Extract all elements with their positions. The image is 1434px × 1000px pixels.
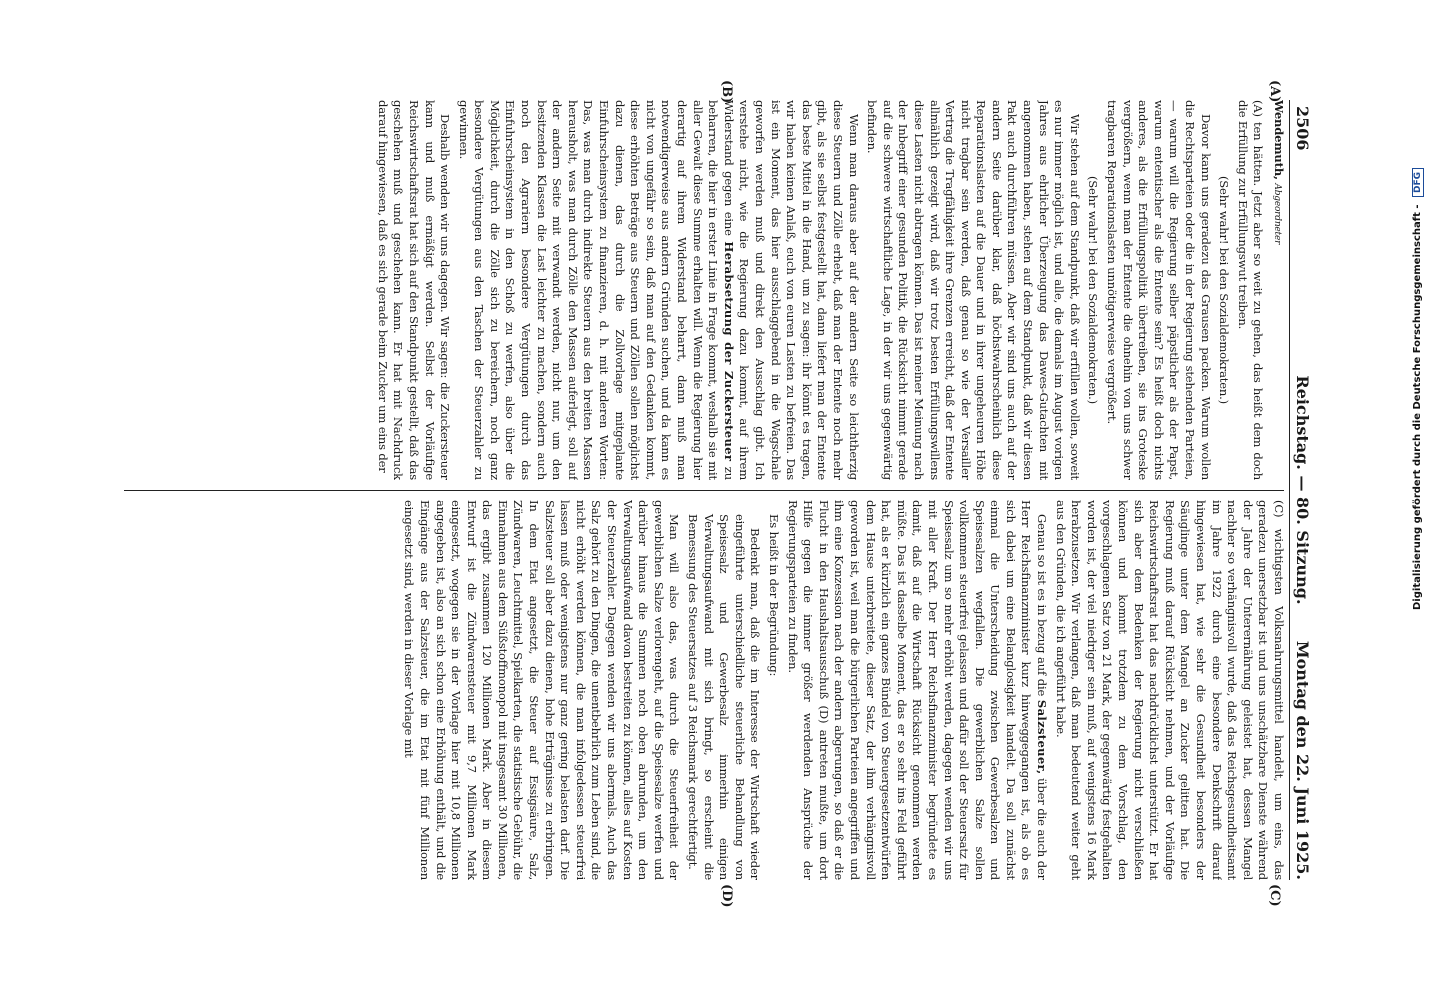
- right-column: [120, 500, 1286, 880]
- margin-marker-c: (C): [1267, 884, 1282, 907]
- margin-marker-d: (D): [719, 884, 734, 908]
- digitization-text: Digitalisierung gefördert durch die Deutsche Forschungsgemeinschaft -: [1412, 204, 1423, 610]
- speaker-role: Abgeordneter: [1272, 183, 1282, 245]
- paragraph: (C) wichtigsten Volksnahrungsmittel handelt, um eins, das geradezu unersetzbar ist und uns unschätzbare Dienste während der Jahre der Unterernährung geleistet hat, dessen Mangel nachher so verhängnisvoll wurde, daß das Reichsgesundheitsamt im Jahre 1922 durch eine besondere Denkschrift darauf hingewiesen hat, wie sehr die Gesundheit besonders der Säuglinge unter dem Mangel an Zucker gelitten hat. Die Regierung muß darauf Rücksicht nehmen, und der Vorläufige Reichswirtschaftsrat hat das nachdrücklichst unterstützt. Er hat sich aber dem Bedenken der Regierung nicht verschließen können und kommt trotzdem zu dem Vorschlag, den vorgeschlagenen Satz von 21 Mark, der gegenwärtig festgehalten worden ist, der viel niedriger sein muß, auf wenigstens 16 Mark herabzusetzen. Wir verlangen, daß man bedeutend weiter geht aus den Gründen, die ich angeführt habe.: [1053, 500, 1286, 880]
- interjection: (Sehr wahr! bei den Sozialdemokraten.): [1086, 175, 1101, 404]
- paragraph: (A) ten hätten. Jetzt aber so weit zu gehen, das heißt dem doch die Erfüllung zur Erfüllungswut treiben.: [1235, 100, 1266, 480]
- paragraph-text: Genau so ist es in bezug auf die: [1035, 514, 1050, 697]
- emphasis: Herabsetzung der Zuckersteuer: [721, 241, 736, 462]
- paragraph-text: zu beharren, die hier in erster Linie in Frage kommt, weshalb sie mit aller Gewalt diese Summe erhalten will. Wenn die Regierung hier derartig auf ihrem Widerstand beharrt, dann muß man notwendigerweise aus andern Gründen suchen, und da kann es nicht von ungefähr so sein, daß man auf den Gedanken kommt, diese erhöhten Beträge aus Steuern und Zöllen sollen möglichst dazu dienen, das durch die Zollvorlage mitgeplante Einfuhrscheinsystem zu finanzieren, d. h. mit anderen Worten: Das, was man durch indirekte Steuern aus den breiten Massen herausholt, was man durch Zölle den Massen auferlegt, soll auf der andern Seite mit verwandt werden, nicht nur, um den besitzenden Klassen die Last leichter zu machen, sondern auch noch den Agrariern besondere Vergütungen durch das Einfuhrscheinsystem in den Schoß zu werfen, also über die Möglichkeit, durch die Zölle sich zu bereichern, noch ganz besondere Vergütungen aus den Taschen der Steuerzahler zu gewinnen.: [456, 100, 736, 480]
- column-rule: [124, 490, 1284, 491]
- speaker-line: [1268, 100, 1286, 480]
- paragraph-text: über die auch der Herr Reichsfinanzminister kurz hinweggegangen ist, als ob es sich dabei um eine Belanglosigkeit handelt. Da soll zunächst einmal die Unterscheidung zwischen Gewerbesalzen und Speisesalzen wegfallen. Die gewerblichen Salze sollen vollkommen steuerfrei gelassen und dafür soll der Steuersatz für Speisesalz um so mehr erhöht werden, dagegen wenden wir uns mit aller Kraft. Der Herr Reichsfinanzminister begründete es damit, daß auf die Wirtschaft Rücksicht genommen werden müßte. Das ist dasselbe Moment, das er so sehr ins Feld geführt hat, als er kürzlich ein ganzes Bündel von Steuergesetzentwürfen dem Hause unterbreitete, dieser Satz, der ihm verhängnisvoll geworden ist, weil man die bürgerlichen Parteien angegriffen und ihm eine Konzession nach der andern abgerungen, so daß er die Flucht in den Haushaltsausschuß (D) antreten mußte, um dort Hilfe gegen die immer größer werdenden Ansprüche der Regierungsparteien zu finden.: [785, 500, 1050, 880]
- paragraph: Wir stehen auf dem Standpunkt, daß wir erfüllen wollen, soweit es nur immer möglich ist, und alle, die damals im August vorigen Jahres aus ehrlicher Überzeugung das Dawes-Gutachten mit angenommen haben, stehen auf dem Standpunkt, daß wir diesen Pakt auch durchführen müssen. Aber wir sind uns auch auf der andern Seite darüber klar, daß höchstwahrscheinlich diese Reparationslasten auf die Dauer und in ihrer ungeheuren Höhe nicht tragbar sein werden, daß genau so wie der Versailler Vertrag die Tragfähigkeit ihre Grenzen erreicht, daß der Entente allmählich gezeigt wird, daß wir trotz besten Erfüllungswillens diese Lasten nicht abtragen können. Das ist meiner Meinung nach der Inbegriff einer gesunden Politik, die Rücksicht nimmt gerade auf die schwere wirtschaftliche Lage, in der wir uns gegenwärtig befinden.: [865, 100, 1082, 480]
- paragraph-text: Wenn man daraus aber auf der andern Seite so leichtherzig diese Steuern und Zölle erhebt, daß man der Entente noch mehr gibt, als sie selbst festgestellt hat, dann liefert man der Entente das beste Mittel in die Hand, um zu sagen: ihr könnt es tragen, wir haben keinen Anlaß, euch von euren Lasten zu befreien. Das ist ein Moment, das hier ausschlaggebend in die Wagschale geworfen werden muß und direkt den Ausschlag gibt. Ich verstehe nicht, wie die Regierung dazu kommt, auf ihrem Widerstand gegen eine: [721, 100, 861, 480]
- session-date: Montag den 22. Juni 1925.: [1293, 640, 1312, 880]
- interjection: (Sehr wahr! bei den Sozialdemokraten.): [1217, 175, 1232, 404]
- paragraph: Deshalb wenden wir uns dagegen. Wir sagen: die Zuckersteuer kann und muß ermäßigt werden. Selbst der Vorläufige Reichswirtschaftsrat hat sich auf den Standpunkt gestellt, daß das geschehen muß und geschehen kann. Er hat mit Nachdruck darauf hingewiesen, daß es sich gerade beim Zucker um eins der: [375, 100, 453, 480]
- page-number: 2506: [1293, 106, 1312, 151]
- paragraph: [784, 500, 1049, 880]
- paragraph: Es heißt in der Begründung:: [767, 514, 781, 677]
- speaker-name: Wendemuth,: [1272, 100, 1286, 180]
- digitization-note: [1412, 168, 1424, 610]
- paragraph: [455, 100, 860, 480]
- margin-marker-b: (B): [719, 80, 734, 104]
- dfg-logo: DFG: [1412, 168, 1424, 197]
- emphasis: Salzsteuer,: [1035, 699, 1050, 775]
- paragraph: Man will also das, was durch die Steuerfreiheit der gewerblichen Salze verlorengeht, auf die Speisesalze werfen und darüber hinaus die Summen noch oben abrunden, um den Verwaltungsaufwand davon bestreiten zu können, alles auf Kosten der Steuerzahler. Dagegen wenden wir uns abermals. Auch das Salz gehört zu den Dingen, die unentbehrlich zum Leben sind, die nicht erhöht werden können, die man infolgedessen steuerfrei lassen muß oder wenigstens nur ganz gering belasten darf. Die Salzsteuer soll aber dazu dienen, hohe Erträgnisse zu erbringen. In dem Etat angesetzt, die Steuer auf Essigsäure, Salz, Zündwaren, Leuchtmittel, Spielkarten, die statistische Gebühr, die Einnahmen aus dem Süßstoffmonopol mit insgesamt 30 Millionen, das ergibt zusammen 120 Millionen Mark. Aber in diesem Entwurf ist die Zündwarensteuer mit 9,7 Millionen Mark eingesetzt, wogegen sie in der Vorlage hier mit 10,8 Millionen angegeben ist, also an sich schon eine Erhöhung enthält, und die Eingänge aus der Salzsteuer, die im Etat mit fünf Millionen eingesetzt sind, werden in dieser Vorlage mit: [402, 500, 682, 880]
- page-header: [1290, 100, 1316, 880]
- header-rule: [1289, 100, 1290, 880]
- margin-marker-a: (A): [1267, 80, 1282, 103]
- left-column: [120, 100, 1286, 480]
- session-title: Reichstag. — 80. Sitzung.: [1293, 375, 1312, 605]
- paragraph: Davor kann uns geradezu das Grausen packen. Warum wollen die Rechtsparteien oder die in der Regierung stehenden Parteien, — warum will die Regierung selber päpstlicher als der Papst, warum ententischer als die Entente sein? Es heißt doch nichts anderes, als die Erfüllungspolitik übertreiben, sie ins Groteske vergrößern, wenn man der Entente die ohnehin von uns schwer tragbaren Reparationslasten unnötigerweise vergrößert.: [1105, 100, 1213, 480]
- block-quote: Bedenkt man, daß die im Interesse der Wirtschaft wieder eingeführte unterschiedliche steuerliche Behandlung von Speisesalz und Gewerbesalz immerhin einigen Verwaltungsaufwand mit sich bringt, so erscheint die Bemessung des Steuersatzes auf 3 Reichsmark gerechtfertigt.: [686, 514, 763, 880]
